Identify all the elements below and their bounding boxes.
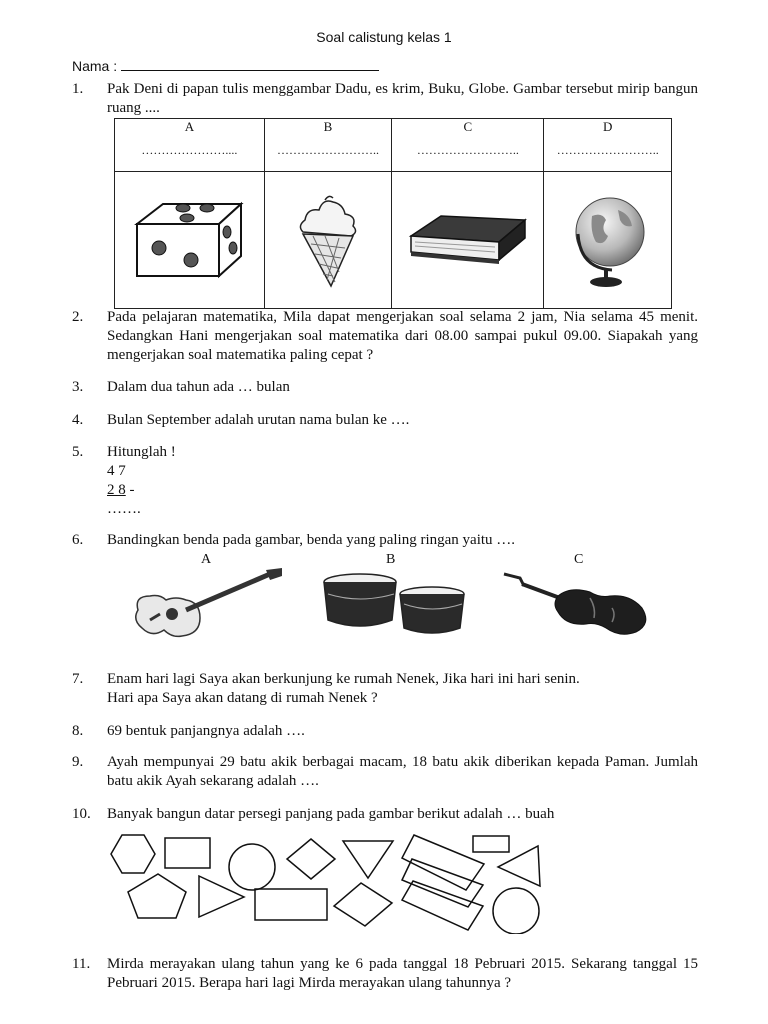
ice-cream-icon — [293, 192, 363, 288]
question-10 — [72, 805, 698, 824]
subtrahend: 2 8 — [107, 482, 126, 498]
question-number: 1. — [72, 81, 84, 97]
question-3 — [72, 378, 698, 397]
question-6 — [72, 531, 698, 550]
option-c-cell — [392, 119, 544, 172]
name-field — [72, 56, 379, 76]
parallelogram-shape — [402, 881, 483, 930]
globe-icon — [566, 190, 650, 290]
option-label: B — [323, 119, 333, 134]
violin-icon — [500, 568, 660, 638]
shapes-figure — [100, 830, 550, 934]
question-8 — [72, 722, 698, 741]
book-icon — [407, 212, 529, 268]
diamond-shape — [334, 883, 392, 926]
option-label: A — [184, 119, 195, 134]
question-9 — [72, 753, 698, 791]
question-text: Ayah mempunyai 29 batu akik berbagai macam, 18 batu akik diberikan kepada Paman. Jumlah batu akik Ayah sekarang adalah …. — [107, 754, 698, 789]
question-text: Mirda merayakan ulang tahun yang ke 6 pada tanggal 18 Pebruari 2015. Sekarang tanggal 15 Pebruari 2015. Berapa hari lagi Mirda merayakan ulang tahunnya ? — [107, 956, 698, 991]
subtraction-line-1: 4 7 — [107, 463, 126, 479]
dice-icon — [129, 198, 249, 282]
question-text: Pada pelajaran matematika, Mila dapat mengerjakan soal selama 2 jam, Nia selama 45 menit. Sedangkan Hani mengerjakan soal matematika dari 08.00 sampai pukul 09.00. Siapakah yang mengerjakan soal matematika paling cepat ? — [107, 309, 698, 363]
page-title: Soal calistung kelas 1 — [316, 29, 452, 45]
answer-blank: …………………….. — [416, 143, 519, 157]
question-7 — [72, 670, 698, 708]
question-1-table — [114, 118, 672, 309]
question-number: 9. — [72, 754, 84, 770]
question-text: Dalam dua tahun ada … bulan — [107, 379, 290, 395]
option-label: C — [463, 119, 473, 134]
option-label: D — [603, 119, 613, 134]
question-2 — [72, 308, 698, 365]
answer-blank: ……. — [107, 501, 141, 517]
ice-cream-cell — [264, 172, 391, 309]
answer-blank: …………………….. — [277, 143, 379, 157]
option-d-cell — [544, 119, 672, 172]
name-label: Nama : — [72, 58, 118, 74]
question-4 — [72, 411, 698, 430]
rectangle-shape — [473, 836, 509, 852]
rectangle-shape — [165, 838, 210, 868]
question-number: 3. — [72, 379, 84, 395]
question-number: 8. — [72, 723, 84, 739]
subtraction-line-2 — [107, 481, 698, 500]
triangle-shape — [343, 841, 393, 878]
question-5 — [72, 443, 698, 519]
option-b-label: B — [386, 552, 396, 567]
question-number: 2. — [72, 309, 84, 325]
question-text: Banyak bangun datar persegi panjang pada gambar berikut adalah … buah — [107, 806, 555, 822]
question-number: 4. — [72, 412, 84, 428]
option-a-cell — [115, 119, 265, 172]
question-number: 5. — [72, 444, 84, 460]
option-b-cell — [264, 119, 391, 172]
answer-blank: ………………….... — [141, 143, 238, 157]
question-text-line-1: Enam hari lagi Saya akan berkunjung ke rumah Nenek, Jika hari ini hari senin. — [107, 671, 580, 687]
diamond-shape — [287, 839, 335, 879]
option-c-label: C — [574, 552, 584, 567]
answer-blank: …………………….. — [556, 143, 659, 157]
question-number: 10. — [72, 806, 91, 822]
hexagon-shape — [111, 835, 155, 873]
circle-shape — [229, 844, 275, 890]
option-a-label: A — [201, 552, 212, 567]
question-number: 11. — [72, 956, 91, 972]
question-number: 6. — [72, 532, 84, 548]
question-number: 7. — [72, 671, 84, 687]
question-text: Pak Deni di papan tulis menggambar Dadu, es krim, Buku, Globe. Gambar tersebut mirip bangun ruang .... — [107, 81, 698, 116]
question-text-line-2: Hari apa Saya akan datang di rumah Nenek ? — [107, 690, 378, 706]
name-blank-line — [121, 56, 379, 71]
question-text: Hitunglah ! — [107, 444, 176, 460]
minus-sign: - — [125, 482, 135, 498]
globe-cell — [544, 172, 672, 309]
question-text: 69 bentuk panjangnya adalah …. — [107, 723, 305, 739]
question-1 — [72, 80, 698, 118]
circle-shape — [493, 888, 539, 934]
triangle-shape — [199, 876, 244, 917]
question-text: Bulan September adalah urutan nama bulan ke …. — [107, 412, 410, 428]
question-11 — [72, 955, 698, 993]
rectangle-shape — [255, 889, 327, 920]
book-cell — [392, 172, 544, 309]
question-text: Bandingkan benda pada gambar, benda yang paling ringan yaitu …. — [107, 532, 516, 548]
guitar-icon — [130, 566, 286, 644]
drums-icon — [320, 572, 470, 638]
pentagon-shape — [128, 874, 186, 918]
dice-cell — [115, 172, 265, 309]
